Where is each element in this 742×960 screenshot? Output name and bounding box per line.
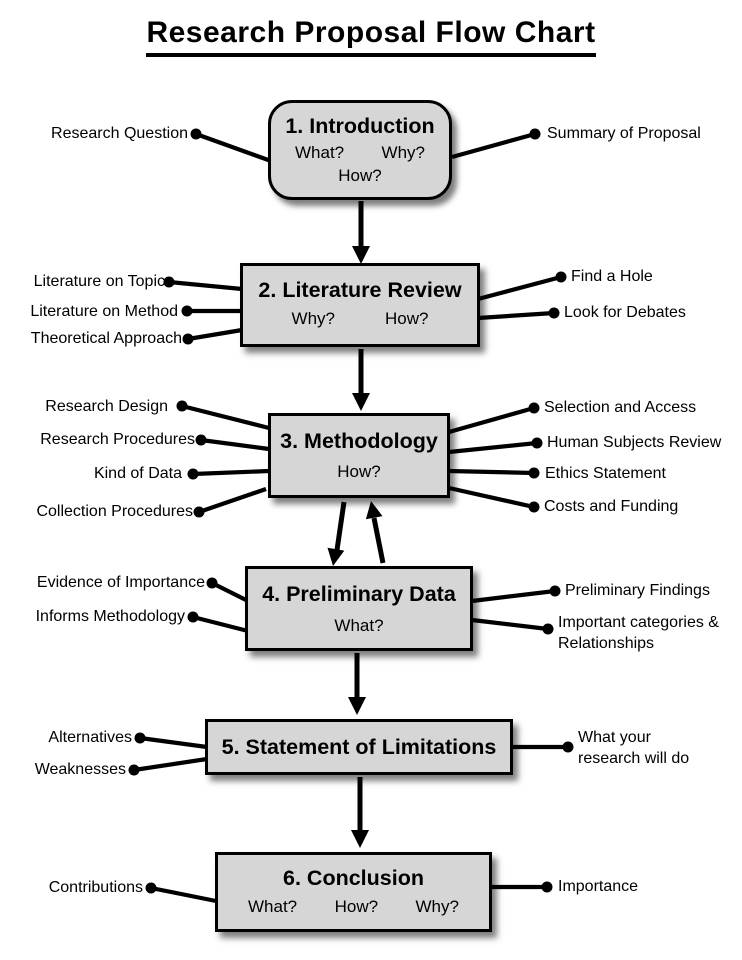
label-research-procedures: Research Procedures	[40, 431, 195, 448]
question-why: Why?	[291, 309, 335, 328]
label-selection-and-access: Selection and Access	[544, 399, 697, 416]
question-what: What?	[334, 616, 384, 635]
label-costs-and-funding: Costs and Funding	[544, 498, 679, 515]
label-ethics-statement: Ethics Statement	[545, 465, 666, 482]
connector-dot	[188, 612, 199, 623]
connector-dot	[563, 742, 574, 753]
label-research-design: Research Design	[45, 398, 168, 415]
connector-dot	[529, 468, 540, 479]
connector-dot	[530, 129, 541, 140]
label-weaknesses: Weaknesses	[34, 761, 126, 778]
flow-arrowhead-down-icon	[352, 246, 370, 264]
label-collection-procedures: Collection Procedures	[36, 503, 193, 520]
connector-dot	[194, 507, 205, 518]
label-evidence-of-importance: Evidence of Importance	[36, 574, 205, 591]
label-what-your-research-will-do: What your research will do	[578, 729, 690, 767]
question-how: How?	[338, 166, 382, 185]
connector-dot	[191, 129, 202, 140]
question-how: How?	[334, 897, 379, 916]
page-title: Research Proposal Flow Chart	[146, 16, 595, 57]
connector-dot	[188, 469, 199, 480]
connector-dot	[549, 308, 560, 319]
connector-dot	[183, 334, 194, 345]
connector-dot	[146, 883, 157, 894]
connector-dot	[556, 272, 567, 283]
connector-line	[449, 488, 534, 507]
question-how: How?	[385, 309, 429, 328]
label-summary-of-proposal: Summary of Proposal	[547, 125, 701, 142]
connector-line	[134, 759, 207, 770]
node-preliminary-data	[245, 566, 473, 651]
node-title: 2. Literature Review	[258, 278, 462, 302]
flow-arrowhead-up-icon	[366, 501, 383, 519]
connector-dot	[529, 502, 540, 513]
node-statement-of-limitations	[205, 719, 513, 775]
connector-line	[169, 282, 242, 289]
connector-dot	[550, 586, 561, 597]
connector-line	[196, 134, 271, 161]
flow-arrowhead-down-icon	[328, 548, 345, 566]
connector-line	[212, 583, 248, 601]
connector-line	[201, 440, 269, 449]
connector-dot	[164, 277, 175, 288]
connector-line	[449, 443, 537, 452]
connector-line	[182, 406, 269, 428]
connector-line	[449, 471, 534, 473]
question-why: Why?	[381, 143, 425, 162]
connector-dot	[529, 403, 540, 414]
connector-dot	[182, 306, 193, 317]
connector-line	[452, 134, 535, 157]
flow-arrow-shaft	[337, 502, 344, 550]
node-title: 6. Conclusion	[283, 866, 424, 890]
question-what: What?	[248, 897, 298, 916]
question-how: How?	[337, 462, 381, 481]
label-research-question: Research Question	[51, 125, 188, 142]
label-literature-on-method: Literature on Method	[30, 303, 178, 320]
node-introduction	[268, 100, 452, 200]
node-literature-review	[240, 263, 480, 347]
connector-dot	[543, 624, 554, 635]
connector-dot	[135, 733, 146, 744]
label-look-for-debates: Look for Debates	[564, 304, 686, 321]
connector-dot	[196, 435, 207, 446]
connector-line	[140, 738, 207, 747]
node-title: 4. Preliminary Data	[262, 582, 456, 606]
connector-dot	[177, 401, 188, 412]
connector-line	[472, 620, 548, 629]
label-kind-of-data: Kind of Data	[93, 465, 182, 482]
connector-line	[151, 888, 216, 901]
connector-dot	[532, 438, 543, 449]
node-title: 1. Introduction	[285, 114, 435, 138]
label-connector-dots	[129, 129, 574, 894]
flow-arrowhead-down-icon	[352, 393, 370, 411]
connector-line	[199, 489, 266, 512]
label-contributions: Contributions	[48, 879, 143, 896]
label-informs-methodology: Informs Methodology	[35, 608, 185, 625]
connector-line	[478, 313, 554, 318]
label-literature-on-topic: Literature on Topic	[33, 273, 165, 290]
node-methodology	[268, 413, 450, 498]
node-title: 3. Methodology	[280, 429, 438, 453]
flow-arrowhead-down-icon	[348, 697, 366, 715]
label-preliminary-findings: Preliminary Findings	[565, 582, 710, 599]
label-theoretical-approach: Theoretical Approach	[30, 330, 182, 347]
connector-line	[193, 471, 269, 474]
label-importance: Importance	[558, 878, 639, 895]
label-connector-lines	[134, 134, 568, 901]
page-title-wrap	[0, 16, 742, 57]
connector-line	[188, 330, 242, 339]
label-find-a-hole: Find a Hole	[571, 268, 653, 285]
connector-dot	[542, 882, 553, 893]
connector-line	[449, 408, 534, 432]
connector-dot	[129, 765, 140, 776]
flow-arrow-shaft	[374, 518, 383, 563]
label-alternatives: Alternatives	[48, 729, 132, 746]
flow-arrowhead-down-icon	[351, 830, 369, 848]
connector-line	[472, 591, 555, 601]
node-conclusion	[215, 852, 492, 932]
connector-line	[478, 277, 561, 299]
question-why: Why?	[415, 897, 459, 916]
question-what: What?	[295, 143, 345, 162]
label-important-categories: Important categories & Relationships	[558, 614, 719, 652]
node-title: 5. Statement of Limitations	[221, 734, 497, 759]
connector-dot	[207, 578, 218, 589]
connector-line	[193, 617, 248, 631]
label-human-subjects-review: Human Subjects Review	[547, 434, 722, 451]
